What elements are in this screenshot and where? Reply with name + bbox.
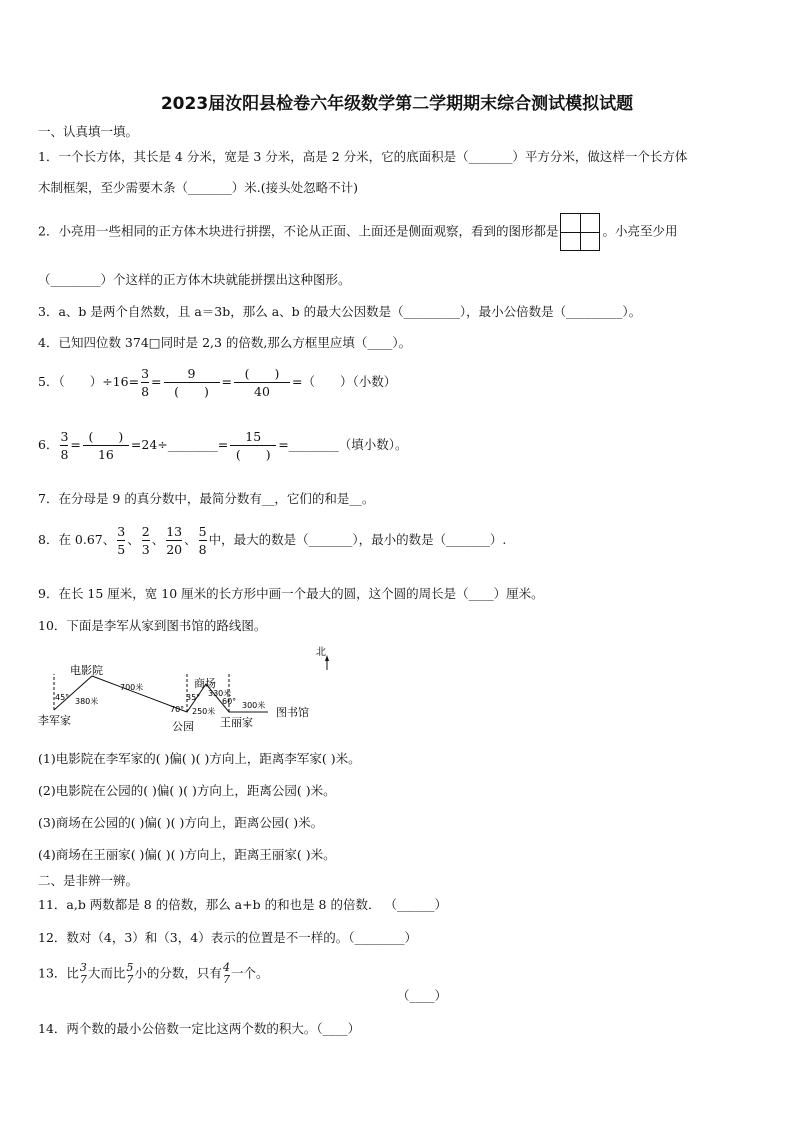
q5-fraction-1: $\frac{3}{8}$ [141, 366, 150, 399]
page-title: 2023届汝阳县检卷六年级数学第二学期期末综合测试模拟试题 [160, 94, 634, 114]
north-label: 北 [316, 647, 326, 658]
question-1-line-2: 木制框架，至少需要木条（_______）米.(接头处忽略不计) [38, 180, 358, 195]
q6-fraction-2: $\frac{( )}{16}$ [83, 428, 129, 463]
q8-fraction-2: $\frac{2}{3}$ [141, 524, 150, 557]
mall-label: 商场 [194, 677, 216, 690]
question-8: 8．在 0.67、 $\frac{3}{5}$ 、 $\frac{2}{3}$ 、 $\frac{13}{20}$ 、 $\frac{5}{8}$ 中，最大的数是（_______），最小的数是（_______）. [38, 524, 507, 557]
question-4: 4．已知四位数 374□同时是 2,3 的倍数,那么方框里应填（____）。 [38, 335, 412, 350]
question-13: 13．比 3 7 大而比 5 7 小的分数，只有 4 7 一个。 [38, 961, 269, 986]
q8-fraction-4: $\frac{5}{8}$ [198, 524, 207, 557]
square-grid-figure [560, 213, 600, 251]
distance-700-label: 700米 [120, 683, 144, 692]
question-5: 5．（ ）÷16= $\frac{3}{8}$ = $\frac{9}{( )}$ = $\frac{( )}{40}$ =（ ）（小数） [38, 366, 397, 399]
question-7: 7．在分母是 9 的真分数中，最简分数有__，它们的和是__。 [38, 491, 375, 506]
section-heading-2: 二、是非辨一辨。 [38, 873, 139, 888]
question-10-part-4: (4)商场在王丽家( )偏( )( )方向上，距离王丽家( )米。 [38, 847, 336, 862]
q5-fraction-3: $\frac{( )}{40}$ [234, 365, 290, 400]
question-2-line-2: （________）个这样的正方体木块就能拼摆出这种图形。 [38, 272, 351, 287]
question-10-part-3: (3)商场在公园的( )偏( )( )方向上，距离公园( )米。 [38, 815, 324, 830]
question-12: 12．数对（4，3）和（3，4）表示的位置是不一样的。（________） [38, 930, 417, 945]
question-1-line-1: 1．一个长方体，其长是 4 分米，宽是 3 分米，高是 2 分米，它的底面积是（_______）平方分米，做这样一个长方体 [38, 149, 688, 164]
question-10: 10．下面是李军从家到图书馆的路线图。 [38, 618, 267, 633]
q5-fraction-2: $\frac{9}{( )}$ [164, 365, 220, 400]
distance-300-label: 300米 [242, 701, 266, 710]
route-map-diagram [30, 642, 330, 737]
question-13-answer: （____） [397, 988, 448, 1003]
q5-suffix: =（ ）（小数） [291, 374, 397, 389]
q6-fraction-3: $\frac{15}{( )}$ [230, 428, 276, 463]
wang-label: 王丽家 [220, 716, 253, 729]
angle-60-label: 60° [222, 697, 237, 706]
question-10-part-2: (2)电影院在公园的( )偏( )( )方向上，距离公园( )米。 [38, 783, 336, 798]
library-label: 图书馆 [276, 706, 309, 719]
distance-380-label: 380米 [75, 697, 99, 706]
q13-fraction-1: 3 7 [79, 961, 87, 986]
q6-fraction-1: $\frac{3}{8}$ [60, 429, 69, 462]
park-label: 公园 [172, 720, 194, 733]
q8-fraction-3: $\frac{13}{20}$ [166, 524, 183, 557]
distance-250-label: 250米 [192, 707, 216, 716]
q13-fraction-2: 5 7 [126, 961, 134, 986]
angle-70-label: 70° [170, 705, 185, 714]
home-label: 李军家 [38, 714, 71, 727]
route-path [54, 676, 268, 712]
question-9: 9．在长 15 厘米，宽 10 厘米的长方形中画一个最大的圆，这个圆的周长是（____）厘米。 [38, 586, 544, 601]
section-heading-1: 一、认真填一填。 [38, 124, 139, 139]
q13-fraction-3: 4 7 [222, 961, 230, 986]
question-14: 14．两个数的最小公倍数一定比这两个数的积大。（____） [38, 1021, 361, 1036]
question-2-text-end: 。小亮至少用 [602, 223, 678, 239]
q8-fraction-1: $\frac{3}{5}$ [117, 524, 126, 557]
cinema-label: 电影院 [70, 664, 103, 677]
question-10-part-1: (1)电影院在李军家的( )偏( )( )方向上，距离李军家( )米。 [38, 751, 361, 766]
angle-45-label: 45° [55, 693, 70, 702]
angle-35-label: 35° [186, 693, 201, 702]
question-6: 6． $\frac{3}{8}$ = $\frac{( )}{16}$ =24÷________= $\frac{15}{( )}$ =________（填小数）。 [38, 429, 408, 462]
question-3: 3．a、b 是两个自然数，且 a＝3b，那么 a、b 的最大公因数是（_________），最小公倍数是（_________）。 [38, 304, 642, 319]
distance-330-label: 330米 [208, 689, 232, 698]
question-2-text: 2．小亮用一些相同的正方体木块进行拼摆，不论从正面、上面还是侧面观察，看到的图形都是 [38, 223, 559, 239]
question-2-line-1 [38, 213, 677, 251]
q5-prefix: 5．（ ）÷16= [38, 374, 140, 389]
question-11: 11．a,b 两数都是 8 的倍数，那么 a+b 的和也是 8 的倍数． （______） [38, 897, 447, 912]
